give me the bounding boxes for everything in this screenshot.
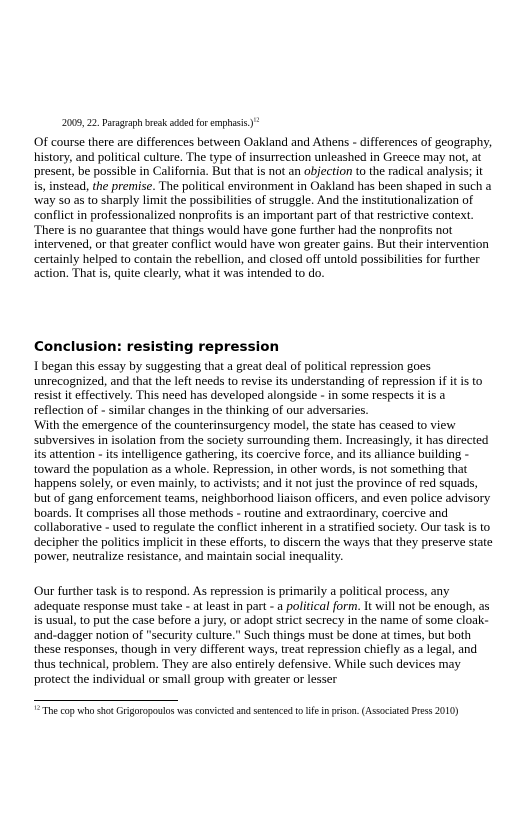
section-heading: Conclusion: resisting repression — [34, 339, 280, 355]
paragraph-text: Of course there are differences between Oakland and Athens - differences of geography, history, and political culture. The type of insurrection unleashed in Greece may not, at present, be possible in California. But that is not an — [34, 134, 493, 179]
footnote — [34, 706, 496, 718]
paragraph-counterinsurgency: With the emergence of the counterinsurgency model, the state has ceased to view subversives in isolation from the society surrounding them. Increasingly, it has directed its attention - its intelligence gathering, its coercive force, and its alliance building - toward the population as a whole. Repression, in other words, is not something that happens solely, or even mainly, to activists; and it not just the province of red squads, but of gang enforcement teams, neighborhood liaison officers, and even police advisory boards. It comprises all those methods - routine and extraordinary, coercive and collaborative - used to regulate the conflict inherent in a stratified society. Our task is to decipher the politics implicit in these efforts, to discern the ways that they preserve state power, neutralize resistance, and maintain social inequality. — [34, 417, 493, 564]
paragraph-text: Our further task is to respond. As repression is primarily a political process, any adequate response must take - at least in part - a — [34, 583, 450, 613]
paragraph-introduction-recap: I began this essay by suggesting that a great deal of political repression goes unrecognized, and that the left needs to revise its understanding of repression if it is to resist it effectively. This need has developed alongside - in some respects it is a reflection of - similar changes in the thinking of our adversaries. — [34, 358, 483, 417]
emphasis-objection: objection — [304, 163, 353, 179]
footnote-mark: 12 — [34, 705, 40, 712]
footnote-reference[interactable]: 12 — [253, 117, 260, 124]
paragraph-further-task — [34, 584, 496, 686]
paragraph-text: . The political environment in Oakland has been shaped in such a way so as to sharply limit the possibilities of struggle. And the institutionalization of conflict in professionalized nonprofits is an important part of that restrictive context. There is no guarantee that things would have gone further had the nonprofits not intervened, or that greater conflict would have won greater gains. But their intervention certainly helped to contain the rebellion, and closed off untold possibilities for further action. That is, quite clearly, what it was intended to do. — [34, 177, 492, 281]
emphasis-political-form: political form — [286, 597, 358, 613]
footnote-divider — [34, 700, 178, 701]
paragraph-oakland-athens — [34, 135, 496, 281]
paragraph-text: . It will not be enough, as is usual, to put the case before a jury, or adopt strict secrecy in the name of some cloak-and-dagger notion of "security culture." Such things must be done at times, but both these responses, though in very different ways, treat repression chiefly as a legal, and thus technical, problem. They are also entirely defensive. While such devices may protect the individual or small group with greater or lesser — [34, 597, 490, 686]
paragraph-text: to the radical analysis; it is, instead, — [34, 163, 483, 193]
footnote-text: The cop who shot Grigoropoulos was convicted and sentenced to life in prison. (Associated Press 2010) — [40, 706, 459, 717]
quote-citation-tail — [62, 117, 259, 130]
quote-citation-text: 2009, 22. Paragraph break added for emphasis.) — [62, 118, 254, 129]
emphasis-premise: the premise — [92, 177, 153, 193]
